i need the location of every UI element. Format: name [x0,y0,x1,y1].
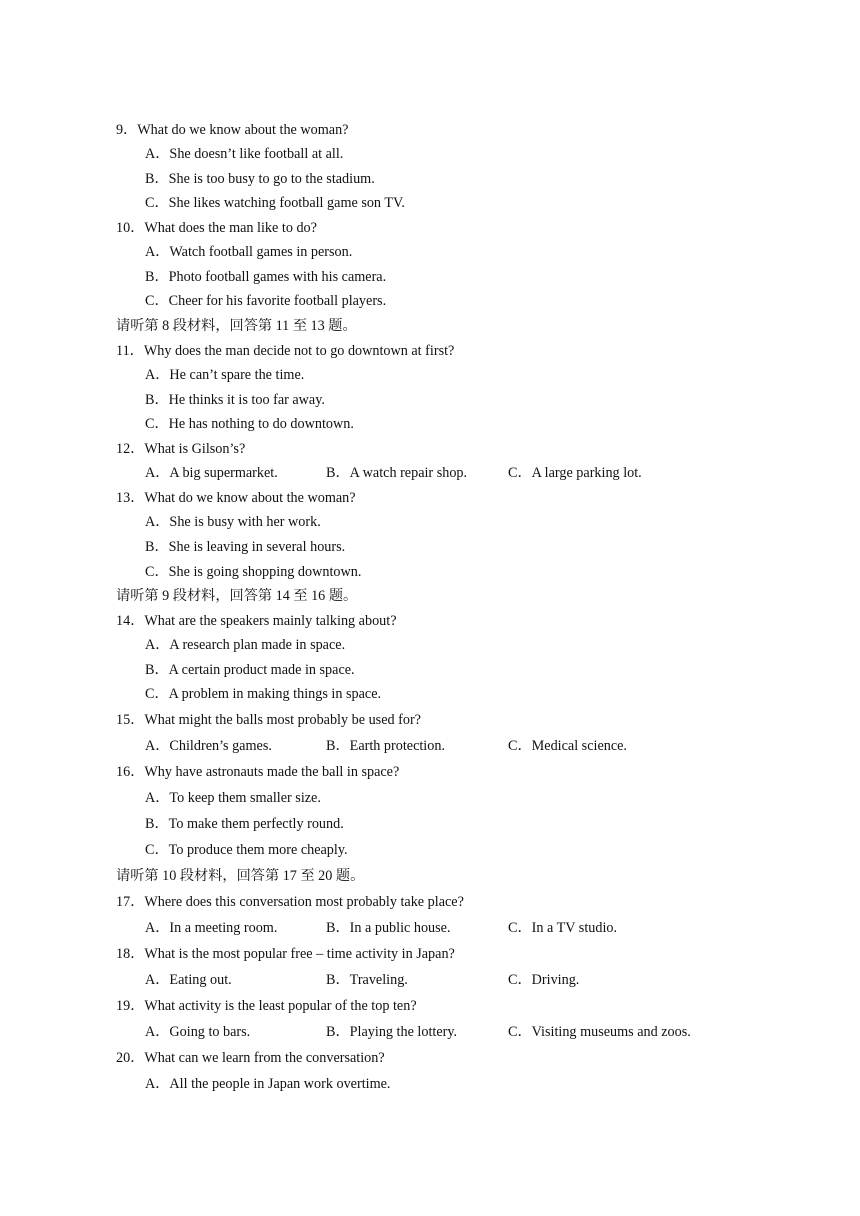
question-17-stem: 17．Where does this conversation most probably take place? [116,894,464,910]
question-14-stem: 14．What are the speakers mainly talking about? [116,613,397,629]
question-19-stem: 19．What activity is the least popular of the top ten? [116,998,417,1014]
question-10-option-a: A．Watch football games in person. [145,244,353,260]
question-13-stem: 13．What do we know about the woman? [116,490,356,506]
question-13-option-b: B．She is leaving in several hours. [145,539,346,555]
question-12-stem: 12．What is Gilson’s? [116,441,246,457]
question-10-stem: 10．What does the man like to do? [116,220,317,236]
question-11-option-b: B．He thinks it is too far away. [145,392,325,408]
question-10-option-c: C．Cheer for his favorite football players. [145,293,387,309]
question-9-option-c: C．She likes watching football game son TV. [145,195,405,211]
question-15-option-a: A．Children’s games. [145,738,272,754]
question-18-option-c: C．Driving. [508,972,580,988]
question-16-option-c: C．To produce them more cheaply. [145,842,348,858]
question-14-option-c: C．A problem in making things in space. [145,686,382,702]
question-16-option-b: B．To make them perfectly round. [145,816,344,832]
question-16-stem: 16．Why have astronauts made the ball in space? [116,764,400,780]
question-19-option-a: A．Going to bars. [145,1024,251,1040]
section-10-instruction: 请听第 10 段材料，回答第 17 至 20 题。 [116,868,365,884]
question-9-option-b: B．She is too busy to go to the stadium. [145,171,375,187]
question-13-option-c: C．She is going shopping downtown. [145,564,362,580]
question-14-option-a: A．A research plan made in space. [145,637,346,653]
question-12-option-a: A．A big supermarket. [145,465,278,481]
section-8-instruction: 请听第 8 段材料，回答第 11 至 13 题。 [116,318,357,334]
question-15-stem: 15．What might the balls most probably be used for? [116,712,421,728]
question-20-option-a: A．All the people in Japan work overtime. [145,1076,391,1092]
section-9-instruction: 请听第 9 段材料，回答第 14 至 16 题。 [116,588,358,604]
question-20-stem: 20．What can we learn from the conversation? [116,1050,385,1066]
question-17-option-c: C．In a TV studio. [508,920,618,936]
question-9-option-a: A．She doesn’t like football at all. [145,146,344,162]
question-17-option-b: B．In a public house. [326,920,451,936]
question-19-option-b: B．Playing the lottery. [326,1024,458,1040]
question-18-stem: 18．What is the most popular free – time activity in Japan? [116,946,455,962]
question-9-stem: 9．What do we know about the woman? [116,122,349,138]
question-18-option-a: A．Eating out. [145,972,232,988]
question-12-option-c: C．A large parking lot. [508,465,642,481]
question-13-option-a: A．She is busy with her work. [145,514,321,530]
question-18-option-b: B．Traveling. [326,972,408,988]
question-15-option-b: B．Earth protection. [326,738,445,754]
question-11-option-c: C．He has nothing to do downtown. [145,416,354,432]
question-12-option-b: B．A watch repair shop. [326,465,468,481]
question-14-option-b: B．A certain product made in space. [145,662,355,678]
question-15-option-c: C．Medical science. [508,738,627,754]
question-17-option-a: A．In a meeting room. [145,920,278,936]
question-11-option-a: A．He can’t spare the time. [145,367,305,383]
question-11-stem: 11．Why does the man decide not to go downtown at first? [116,343,455,359]
question-19-option-c: C．Visiting museums and zoos. [508,1024,691,1040]
question-10-option-b: B．Photo football games with his camera. [145,269,387,285]
question-16-option-a: A．To keep them smaller size. [145,790,321,806]
